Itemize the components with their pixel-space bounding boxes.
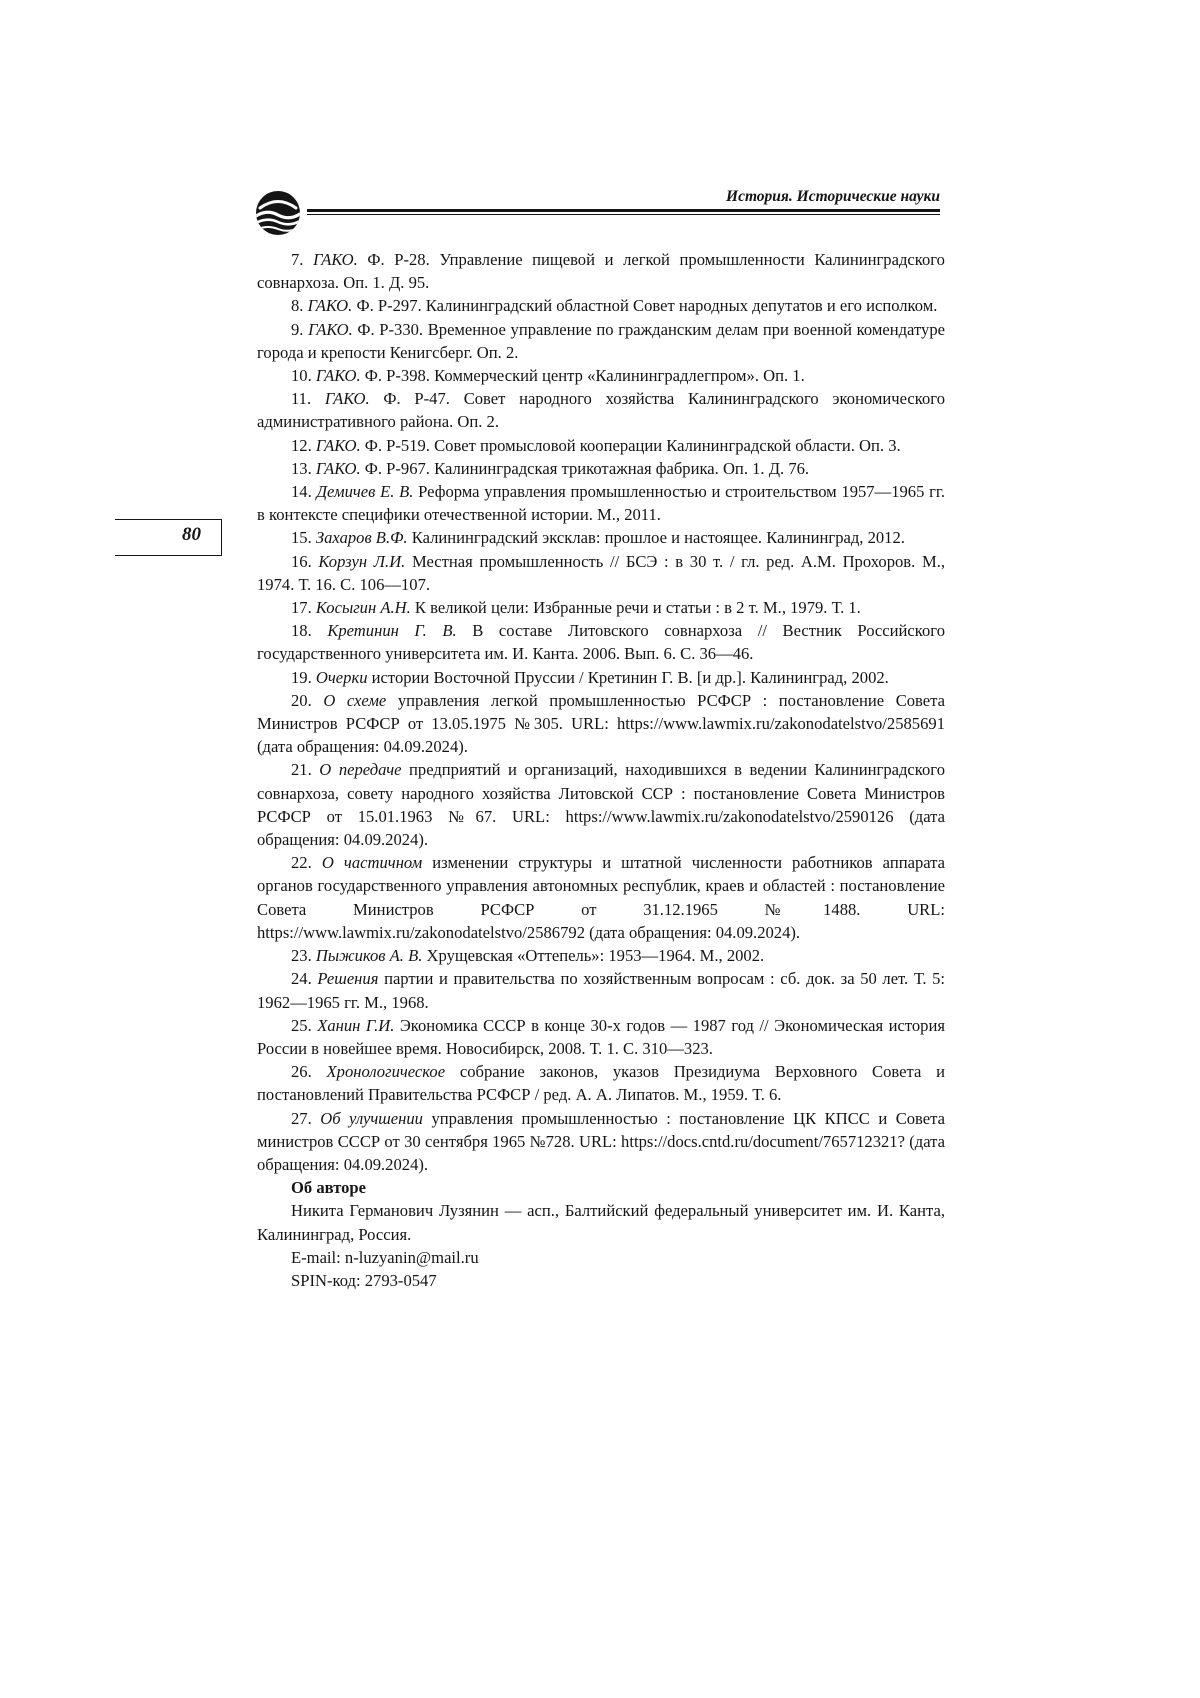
reference-entry [257,434,945,457]
reference-italic-lead: Очерки [315,667,368,687]
reference-entry [257,248,945,294]
reference-entry [257,689,945,759]
reference-text: Ф. Р-519. Совет промысловой кооперации Калининградской области. Оп. 3. [360,435,901,455]
reference-number: 17. [291,598,312,618]
reference-italic-lead: Об улучшении [320,1108,423,1128]
author-bio: Никита Германович Лузянин — асп., Балтийский федеральный университет им. И. Канта, Калининград, Россия. [257,1201,945,1244]
reference-entry [257,851,945,944]
reference-number: 23. [291,946,312,966]
reference-number: 7. [291,250,304,269]
reference-text: собрание законов, указов Президиума Верховного Совета и постановлений Правительства РСФСР / ред. А. А. Липатов. М., 1959. Т. 6. [257,1062,945,1105]
reference-italic-lead: ГАКО. [308,319,353,339]
page-number-box [115,519,222,556]
reference-italic-lead: О схеме [323,690,387,710]
reference-number: 14. [291,482,312,502]
reference-number: 20. [291,690,312,710]
reference-number: 8. [291,296,304,316]
reference-text: Ф. Р-47. Совет народного хозяйства Калининградского экономического административного района. Оп. 2. [257,389,946,432]
reference-entry [257,1060,945,1106]
reference-number: 21. [291,760,312,780]
reference-text: Ф. Р-297. Калининградский областной Совет народных депутатов и его исполком. [352,296,938,316]
reference-entry [257,967,945,1013]
reference-entry [257,758,945,851]
reference-entry [257,457,945,480]
reference-list [257,248,945,1176]
header-rule-thick [307,209,940,212]
reference-italic-lead: Ханин Г.И. [317,1015,395,1035]
reference-text: истории Восточной Пруссии / Кретинин Г. В. [и др.]. Калининград, 2002. [367,667,889,687]
reference-text: В составе Литовского совнархоза // Вестник Российского государственного университета им. И. Канта. 2006. Вып. 6. С. 36—46. [257,621,945,664]
reference-entry [257,619,945,665]
reference-italic-lead: Пыжиков А. В. [315,946,423,966]
reference-italic-lead: ГАКО. [313,250,358,269]
about-author-section [257,1176,945,1292]
reference-italic-lead: Кретинин Г. В. [327,621,457,641]
reference-text: Калининградский эксклав: прошлое и настоящее. Калининград, 2012. [407,528,905,548]
page-number: 80 [182,524,201,545]
reference-number: 12. [291,435,312,455]
reference-number: 18. [291,621,312,641]
reference-italic-lead: ГАКО. [324,389,370,409]
reference-italic-lead: Хронологическое [326,1062,446,1082]
reference-entry [257,944,945,967]
reference-entry [257,1014,945,1060]
reference-text: предприятий и организаций, находившихся в ведении Калининградского совнархоза, совету народного хозяйства Литовской ССР : постановление Совета Министров РСФСР от 15.01.1963 №67. URL: https://www.lawmix.ru/zakonodatelstvo/2590126 (дата обращения: 04.09.2024). [257,760,945,850]
reference-entry [257,666,945,689]
reference-text: Реформа управления промышленностью и строительством 1957—1965 гг. в контексте специфики отечественной истории. М., 2011. [257,482,945,525]
reference-number: 27. [291,1108,312,1128]
reference-number: 16. [291,551,312,571]
reference-italic-lead: О частичном [321,853,423,873]
reference-number: 24. [291,969,312,989]
page-body [257,248,945,1292]
reference-text: Ф. Р-398. Коммерческий центр «Калининградлегпром». Оп. 1. [360,366,805,386]
journal-wave-logo-icon [255,190,301,236]
reference-entry [257,480,945,526]
reference-number: 10. [291,366,312,386]
reference-italic-lead: Демичев Е. В. [316,482,414,502]
reference-text: Хрущевская «Оттепель»: 1953—1964. М., 2002. [422,946,765,966]
reference-entry [257,364,945,387]
reference-text: изменении структуры и штатной численности работников аппарата органов государственного управления автономных республик, краев и областей : постановление Совета Министров РСФСР от 31.12.1965 №1488. URL: https://www.lawmix.ru/zakonodatelstvo/2586792 (дата обращения: 04.09.2024). [257,853,945,942]
reference-entry [257,294,945,317]
running-head: История. Исторические науки [726,188,940,205]
reference-number: 11. [291,389,312,409]
reference-entry [257,550,945,596]
header-rule-thin [307,214,940,215]
reference-italic-lead: ГАКО. [315,366,361,386]
reference-italic-lead: Решения [317,969,379,989]
reference-text: управления промышленностью : постановление ЦК КПСС и Совета министров СССР от 30 сентября 1965 №728. URL: https://docs.cntd.ru/document/765712321? (дата обращения: 04.09.2024). [257,1108,945,1174]
reference-entry [257,596,945,619]
reference-text: Ф. Р-967. Калининградская трикотажная фабрика. Оп. 1. Д. 76. [360,458,810,478]
reference-text: Ф. Р-28. Управление пищевой и легкой промышленности Калининградского совнархоза. Оп. 1. Д. 95. [257,250,945,293]
reference-italic-lead: Корзун Л.И. [318,551,406,571]
reference-number: 25. [291,1015,312,1035]
reference-entry [257,526,945,549]
reference-number: 13. [291,458,312,478]
reference-text: партии и правительства по хозяйственным вопросам : сб. док. за 50 лет. Т. 5: 1962—1965 гг. М., 1968. [257,969,945,1012]
author-email: E-mail: n-luzyanin@mail.ru [291,1247,479,1267]
reference-text: Ф. Р-330. Временное управление по гражданским делам при военной комендатуре города и крепости Кенигсберг. Оп. 2. [257,319,945,362]
reference-entry [257,1107,945,1177]
reference-italic-lead: ГАКО. [307,296,353,316]
author-spin: SPIN-код: 2793-0547 [291,1270,437,1290]
reference-text: Экономика СССР в конце 30-х годов — 1987 год // Экономическая история России в новейшее время. Новосибирск, 2008. Т. 1. С. 310—323. [257,1015,945,1058]
reference-italic-lead: ГАКО. [315,458,361,478]
reference-number: 15. [291,528,312,548]
reference-entry [257,387,945,433]
reference-text: К великой цели: Избранные речи и статьи : в 2 т. М., 1979. Т. 1. [410,598,861,618]
reference-italic-lead: ГАКО. [315,435,361,455]
reference-number: 22. [291,853,312,873]
about-author-heading: Об авторе [291,1178,367,1198]
reference-text: управления легкой промышленностью РСФСР : постановление Совета Министров РСФСР от 13.05.1975 №305. URL: https://www.lawmix.ru/zakonodatelstvo/2585691 (дата обращения: 04.09.2024). [257,690,945,757]
reference-number: 9. [291,319,304,339]
reference-italic-lead: Косыгин А.Н. [315,598,411,618]
reference-text: Местная промышленность // БСЭ : в 30 т. / гл. ред. А.М. Прохоров. М., 1974. Т. 16. С. 106—107. [257,551,945,594]
reference-number: 19. [291,667,312,687]
reference-number: 26. [291,1062,312,1082]
page-header [255,182,940,238]
reference-entry [257,318,945,364]
reference-italic-lead: О передаче [319,760,402,780]
reference-italic-lead: Захаров В.Ф. [315,528,408,548]
